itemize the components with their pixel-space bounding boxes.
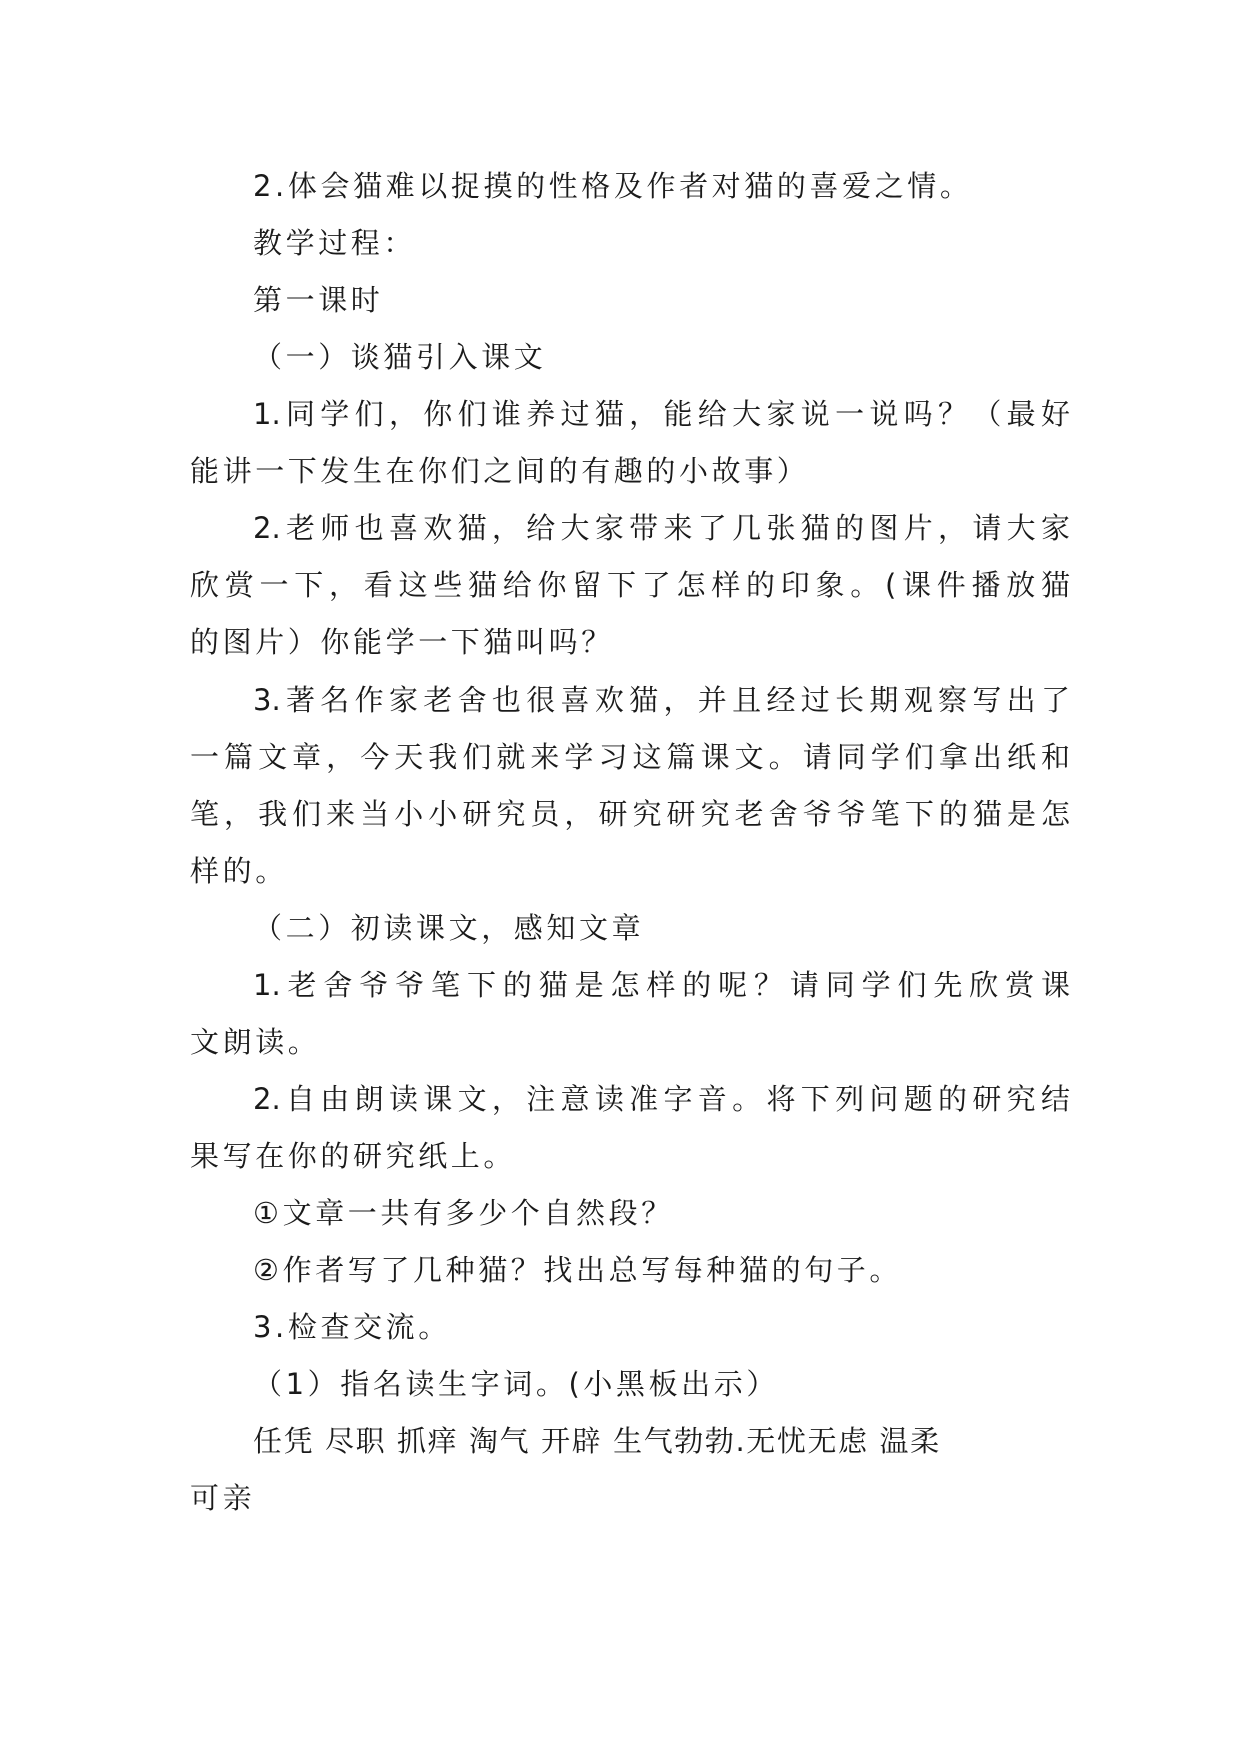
vocabulary-line: 任凭 尽职 抓痒 淘气 开辟 生气勃勃.无忧无虑 温柔 bbox=[253, 1424, 941, 1458]
subsection-heading-2: （二）初读课文，感知文章 bbox=[253, 911, 645, 945]
paragraph-line: 一篇文章，今天我们就来学习这篇课文。请同学们拿出纸和 bbox=[190, 740, 1070, 774]
paragraph-line: 笔，我们来当小小研究员，研究研究老舍爷爷笔下的猫是怎 bbox=[190, 797, 1070, 831]
section-heading-lesson: 第一课时 bbox=[253, 283, 384, 317]
paragraph-line: （1）指名读生字词。(小黑板出示） bbox=[253, 1367, 779, 1401]
section-heading-process: 教学过程： bbox=[253, 226, 417, 260]
paragraph-line: 样的。 bbox=[190, 854, 288, 888]
paragraph-line: 1.同学们，你们谁养过猫，能给大家说一说吗？（最好 bbox=[253, 397, 1070, 431]
paragraph-line: 2.老师也喜欢猫，给大家带来了几张猫的图片，请大家 bbox=[253, 511, 1070, 545]
paragraph-line: 的图片）你能学一下猫叫吗？ bbox=[190, 625, 614, 659]
paragraph-line: 能讲一下发生在你们之间的有趣的小故事） bbox=[190, 454, 810, 488]
paragraph-line: 果写在你的研究纸上。 bbox=[190, 1139, 517, 1173]
paragraph-line: 2.自由朗读课文，注意读准字音。将下列问题的研究结 bbox=[253, 1082, 1070, 1116]
question-item-2: ②作者写了几种猫？找出总写每种猫的句子。 bbox=[253, 1253, 902, 1287]
paragraph-line: 1.老舍爷爷笔下的猫是怎样的呢？请同学们先欣赏课 bbox=[253, 968, 1070, 1002]
vocabulary-line: 可亲 bbox=[190, 1481, 256, 1515]
paragraph-line: 3.检查交流。 bbox=[253, 1310, 451, 1344]
objective-line: 2.体会猫难以捉摸的性格及作者对猫的喜爱之情。 bbox=[253, 169, 973, 203]
subsection-heading-1: （一）谈猫引入课文 bbox=[253, 340, 547, 374]
paragraph-line: 文朗读。 bbox=[190, 1025, 321, 1059]
paragraph-line: 3.著名作家老舍也很喜欢猫，并且经过长期观察写出了 bbox=[253, 683, 1070, 717]
question-item-1: ①文章一共有多少个自然段？ bbox=[253, 1196, 674, 1230]
paragraph-line: 欣赏一下，看这些猫给你留下了怎样的印象。(课件播放猫 bbox=[190, 568, 1070, 602]
